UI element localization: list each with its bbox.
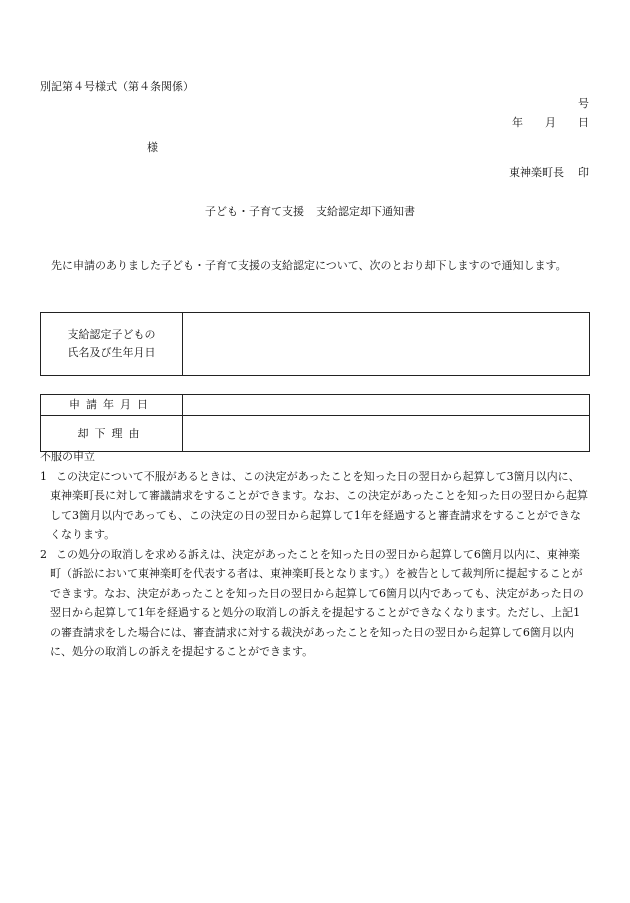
child-info-label-line1: 支給認定子どもの [67, 328, 156, 341]
date-line [512, 117, 589, 128]
child-info-label [41, 313, 183, 376]
rejection-reason-label: 却下理由 [41, 416, 183, 452]
document-title-part1: 子ども・子育て支援 [205, 205, 304, 218]
number-label: 号 [578, 97, 589, 110]
notice-body-text: 先に申請のありました子ども・子育て支援の支給認定について、次のとおり却下しますので通知します。 [51, 259, 567, 272]
appeal-section [40, 447, 590, 662]
recipient-suffix: 様 [147, 141, 158, 154]
document-title [205, 206, 415, 217]
seal-mark: 印 [578, 166, 589, 179]
appeal-item-1 [40, 467, 590, 545]
application-date-label: 申請年月日 [41, 395, 183, 416]
month-label: 月 [545, 116, 556, 129]
appeal-item-1-number: 1 [40, 469, 47, 483]
form-title: 別記第４号様式（第４条関係） [40, 80, 194, 93]
notice-body [40, 260, 567, 271]
rejection-info-table [40, 394, 590, 452]
appeal-item-2-text: この処分の取消しを求める訴えは、決定があったことを知った日の翌日から起算して6箇月以内に、東神楽町（訴訟において東神楽町を代表する者は、東神楽町長となります。）を被告として裁判所に提起することができます。なお、決定があったことを知った日の翌日から起算して6箇月以内であっても、決定があった日の翌日から起算して1年を経過すると処分の取消しの訴えを提起することができなくなります。ただし、上記1の審査請求をした場合には、審査請求に対する裁決があったことを知った日の翌日から起算して6箇月以内に、処分の取消しの訴えを提起することができます。 [50, 547, 584, 658]
day-label: 日 [578, 116, 589, 129]
child-info-table [40, 312, 590, 376]
appeal-item-2-number: 2 [40, 547, 47, 561]
child-info-value [183, 313, 590, 376]
appeal-item-1-text: この決定について不服があるときは、この決定があったことを知った日の翌日から起算して3箇月以内に、東神楽町長に対して審議請求をすることができます。なお、この決定があったことを知った日の翌日から起算して3箇月以内であっても、この決定の日の翌日から起算して1年を経過すると審査請求をすることができなくなります。 [50, 469, 589, 541]
document-title-part2: 支給認定却下通知書 [316, 205, 415, 218]
application-date-value [183, 395, 590, 416]
appeal-heading: 不服の申立 [40, 450, 95, 463]
child-info-row [41, 313, 590, 376]
issuer-line [509, 167, 589, 178]
application-date-row [41, 395, 590, 416]
appeal-item-2 [40, 545, 590, 662]
issuer-name: 東神楽町長 [509, 166, 564, 179]
child-info-label-line2: 氏名及び生年月日 [67, 346, 156, 359]
year-label: 年 [512, 116, 523, 129]
